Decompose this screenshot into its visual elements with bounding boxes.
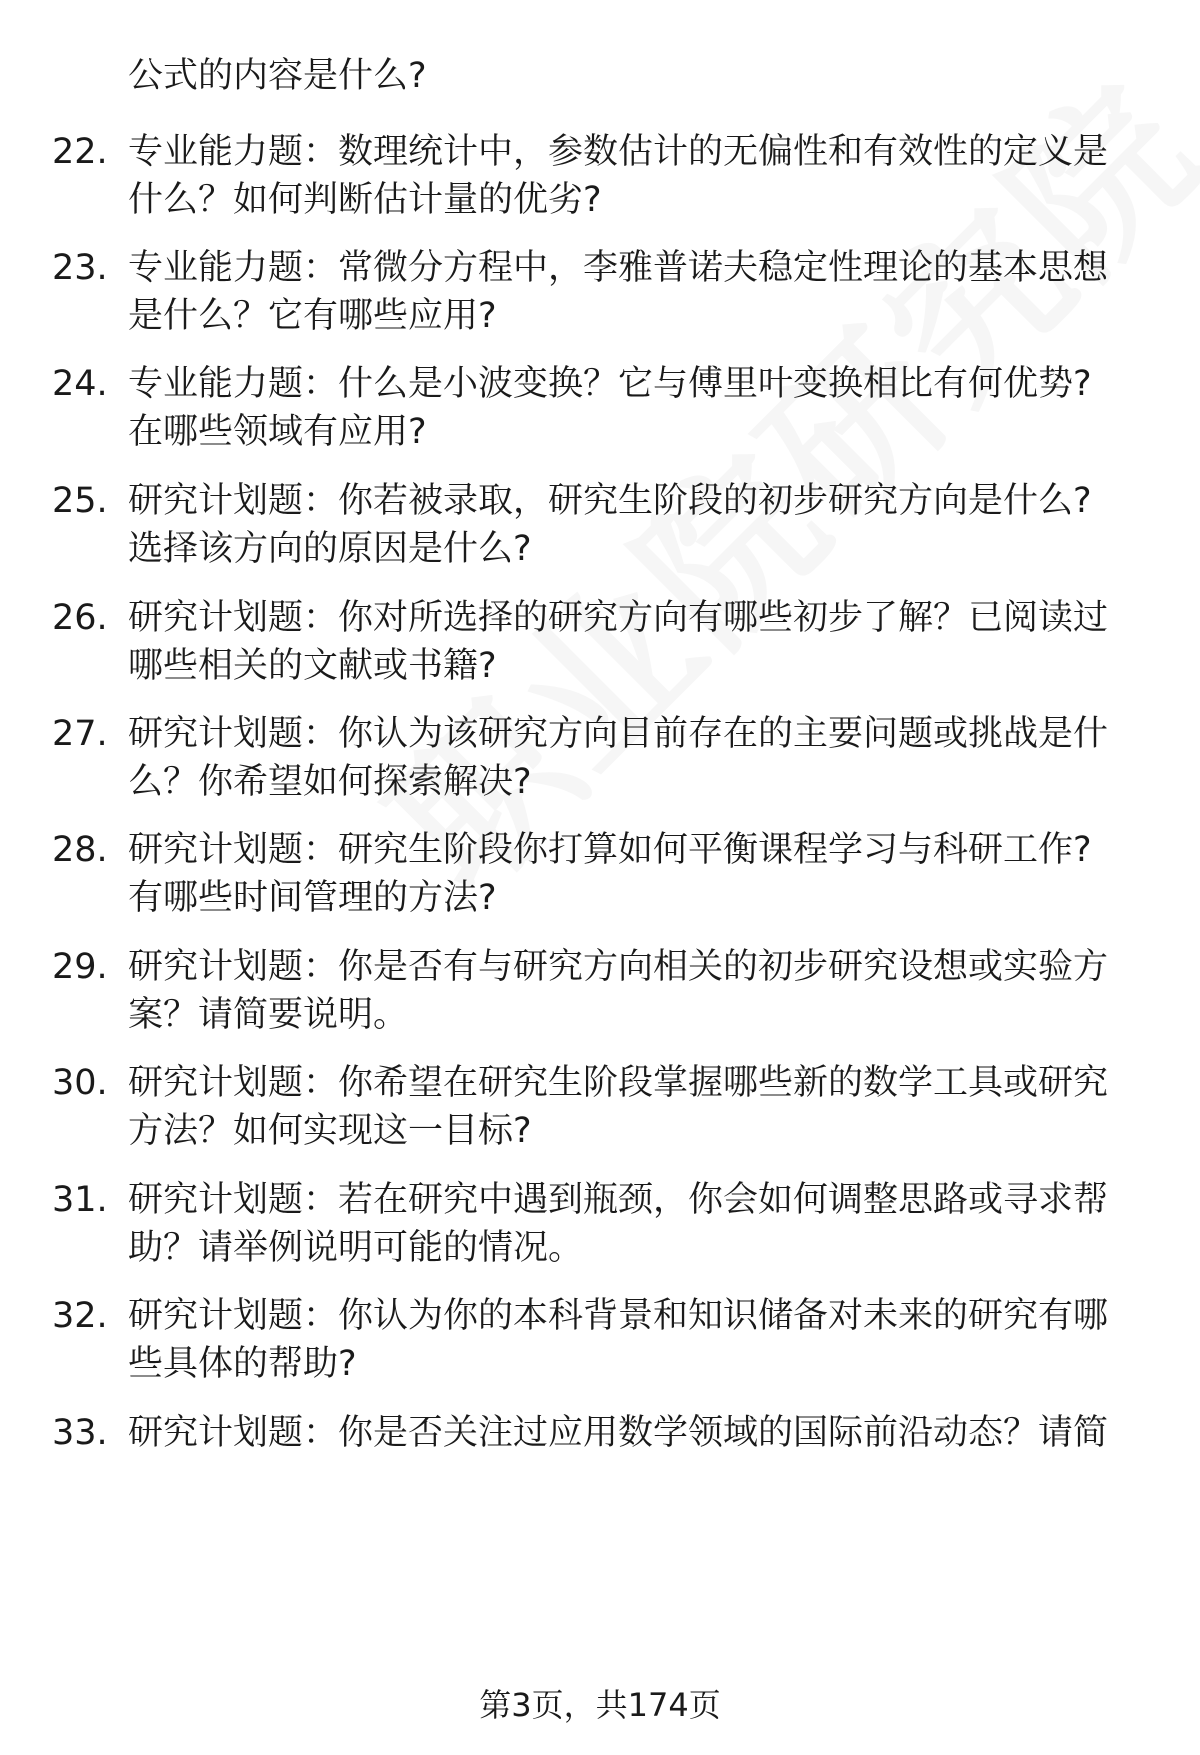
question-number: 33. bbox=[52, 1413, 108, 1453]
question-line: 专业能力题：常微分方程中，李雅普诺夫稳定性理论的基本思想 bbox=[128, 248, 1109, 288]
question-text bbox=[128, 477, 1138, 573]
question-line: 专业能力题：什么是小波变换？它与傅里叶变换相比有何优势? bbox=[128, 364, 1092, 404]
question-line: 研究计划题：你是否关注过应用数学领域的国际前沿动态？请简 bbox=[128, 1413, 1109, 1453]
question-line: 助？请举例说明可能的情况。 bbox=[128, 1228, 584, 1268]
question-number: 26. bbox=[52, 598, 108, 638]
question-line: 些具体的帮助? bbox=[128, 1344, 357, 1384]
question-line: 什么？如何判断估计量的优劣? bbox=[128, 180, 602, 220]
question-text bbox=[128, 360, 1138, 456]
question-line: 研究计划题：若在研究中遇到瓶颈，你会如何调整思路或寻求帮 bbox=[128, 1180, 1109, 1220]
question-number: 25. bbox=[52, 481, 108, 521]
page-number-footer: 第3页，共174页 bbox=[479, 1686, 721, 1724]
question-line: 研究计划题：研究生阶段你打算如何平衡课程学习与科研工作? bbox=[128, 830, 1092, 870]
question-number: 32. bbox=[52, 1296, 108, 1336]
question-line: 方法？如何实现这一目标? bbox=[128, 1111, 532, 1151]
question-number: 28. bbox=[52, 830, 108, 870]
question-line: 是什么？它有哪些应用? bbox=[128, 296, 497, 336]
question-number: 24. bbox=[52, 364, 108, 404]
question-number: 22. bbox=[52, 132, 108, 172]
question-text bbox=[128, 244, 1138, 340]
question-number: 29. bbox=[52, 947, 108, 987]
question-line: 研究计划题：你若被录取，研究生阶段的初步研究方向是什么? bbox=[128, 481, 1092, 521]
continuation-body bbox=[128, 52, 1138, 100]
question-line: 研究计划题：你是否有与研究方向相关的初步研究设想或实验方 bbox=[128, 947, 1109, 987]
question-line: 在哪些领域有应用? bbox=[128, 412, 427, 452]
question-text bbox=[128, 128, 1138, 224]
question-line: 研究计划题：你对所选择的研究方向有哪些初步了解？已阅读过 bbox=[128, 598, 1109, 638]
question-line: 么？你希望如何探索解决? bbox=[128, 762, 532, 802]
question-text bbox=[128, 710, 1138, 806]
question-line: 研究计划题：你认为你的本科背景和知识储备对未来的研究有哪 bbox=[128, 1296, 1109, 1336]
question-line: 案？请简要说明。 bbox=[128, 995, 409, 1035]
question-number: 27. bbox=[52, 714, 108, 754]
question-text bbox=[128, 826, 1138, 922]
question-text bbox=[128, 943, 1138, 1039]
question-text bbox=[128, 1059, 1138, 1155]
question-number: 31. bbox=[52, 1180, 108, 1220]
question-text bbox=[128, 1176, 1138, 1272]
question-line: 哪些相关的文献或书籍? bbox=[128, 646, 497, 686]
question-line: 研究计划题：你认为该研究方向目前存在的主要问题或挑战是什 bbox=[128, 714, 1109, 754]
question-line: 选择该方向的原因是什么? bbox=[128, 529, 532, 569]
question-text bbox=[128, 594, 1138, 690]
question-line: 有哪些时间管理的方法? bbox=[128, 878, 497, 918]
continuation-line: 公式的内容是什么? bbox=[128, 56, 427, 96]
question-line: 专业能力题：数理统计中，参数估计的无偏性和有效性的定义是 bbox=[128, 132, 1109, 172]
question-text bbox=[128, 1292, 1138, 1388]
question-line: 研究计划题：你希望在研究生阶段掌握哪些新的数学工具或研究 bbox=[128, 1063, 1109, 1103]
question-number: 30. bbox=[52, 1063, 108, 1103]
question-text bbox=[128, 1409, 1138, 1457]
question-number: 23. bbox=[52, 248, 108, 288]
